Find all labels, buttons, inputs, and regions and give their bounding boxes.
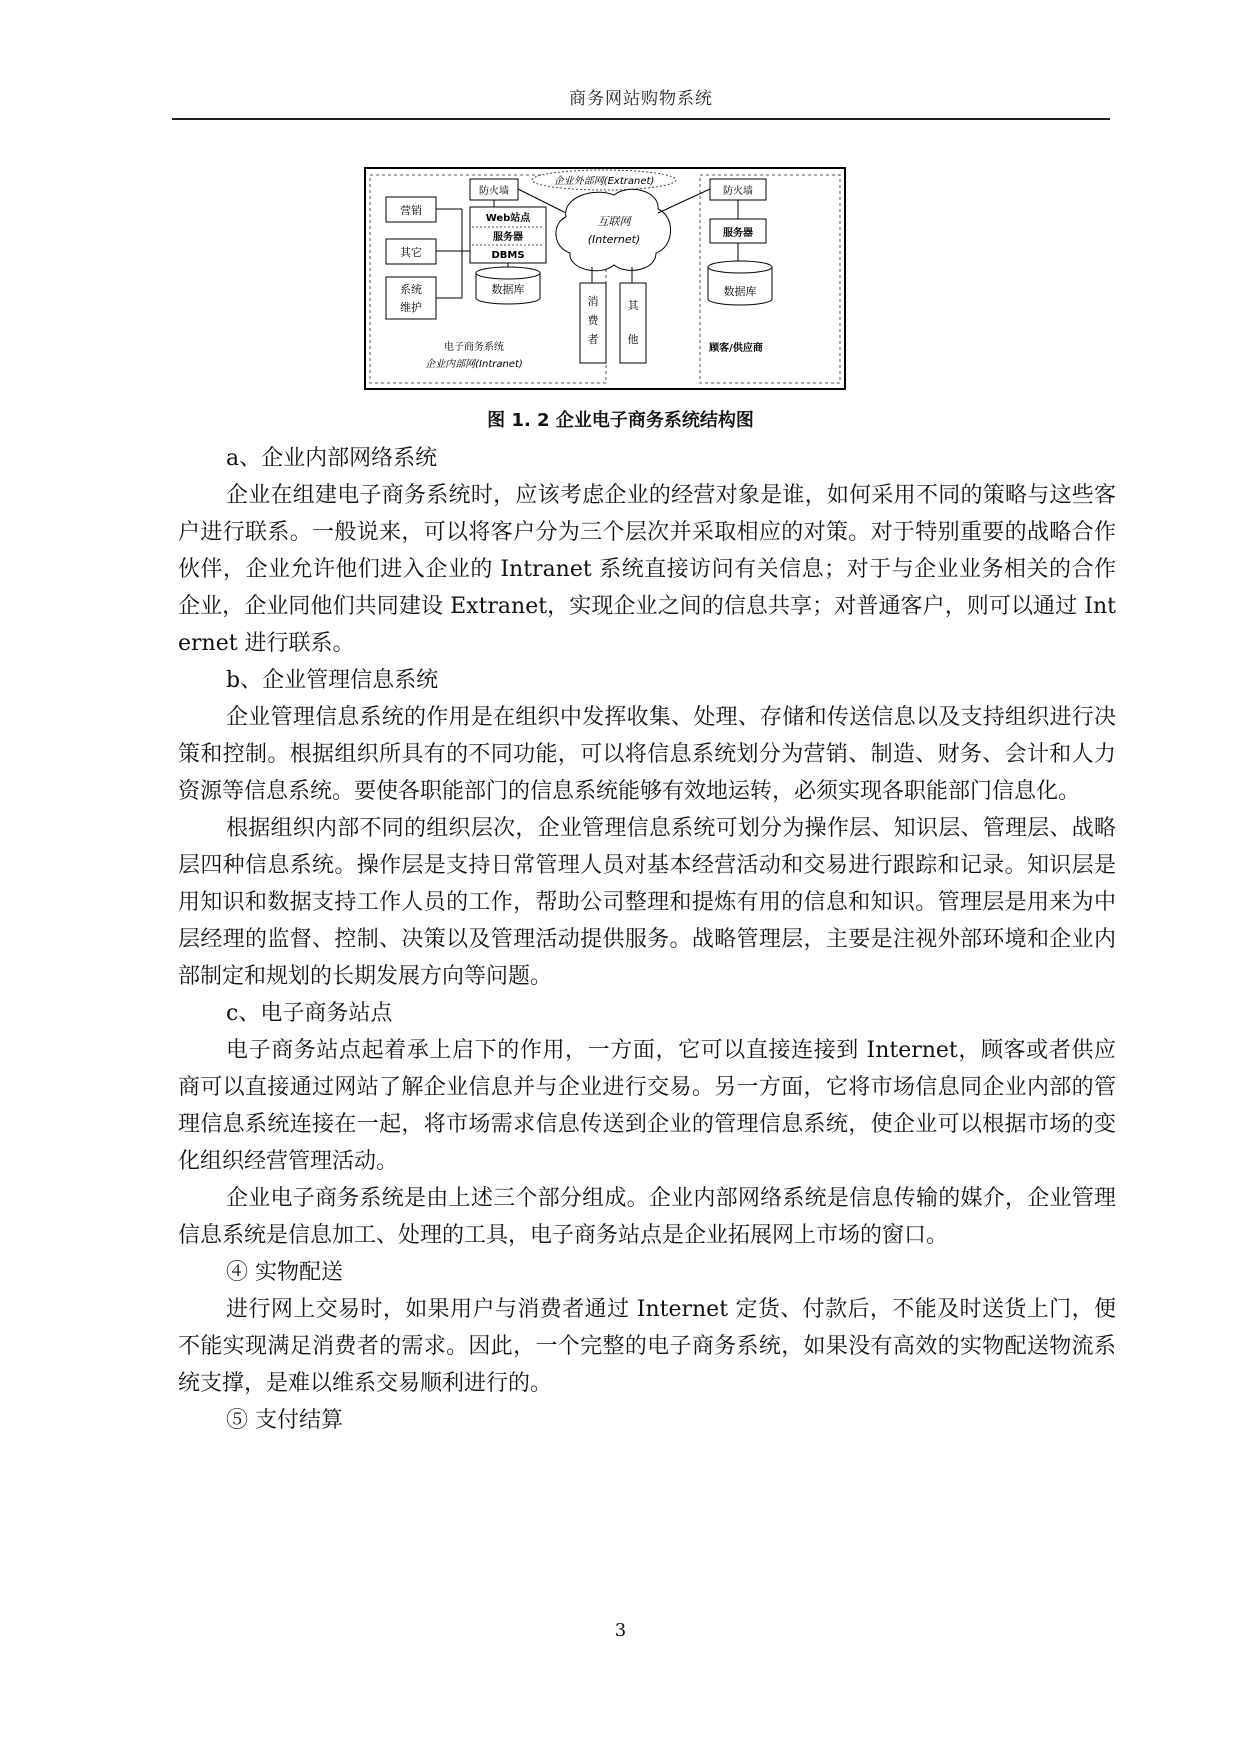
section-heading-5: ⑤ 支付结算 [226, 1408, 343, 1433]
consumer-label-1: 消 [587, 295, 599, 308]
other-mid-label-1: 其 [627, 299, 639, 312]
paragraph: 企业在组建电子商务系统时，应该考虑企业的经营对象是谁，如何采用不同的策略与这些客户进行联系。一般说来，可以将客户分为三个层次并采取相应的对策。对于特别重要的战略合作伙伴，企业允许他们进入企业的 Intranet 系统直接访问有关信息；对于与企业业务相关的合作企业，企业同他们共同建设 Extranet，实现企业之间的信息共享；对普通客户，则可以通过 Internet 进行联系。 [178, 483, 1116, 656]
customer-supplier-label: 顾客/供应商 [709, 343, 763, 354]
paragraph: 企业电子商务系统是由上述三个部分组成。企业内部网络系统是信息传输的媒介，企业管理信息系统是信息加工、处理的工具，电子商务站点是企业拓展网上市场的窗口。 [178, 1186, 1116, 1248]
consumer-label-3: 者 [587, 333, 599, 346]
consumer-label-2: 费 [587, 314, 599, 327]
extranet-label: 企业外部网(Extranet) [553, 176, 655, 187]
server-left-label: 服务器 [493, 232, 523, 243]
system-maintenance-label-2: 维护 [400, 301, 422, 314]
intranet-label: 企业内部网(Intranet) [425, 359, 523, 370]
system-structure-diagram [364, 167, 846, 390]
other-left-label: 其它 [400, 246, 422, 259]
firewall-right-label: 防火墙 [723, 186, 753, 197]
web-site-label: Web站点 [485, 213, 531, 224]
paragraph: 电子商务站点起着承上启下的作用，一方面，它可以直接连接到 Internet，顾客或者供应商可以直接通过网站了解企业信息并与企业进行交易。另一方面，它将市场信息同企业内部的管理信息系统连接在一起，将市场需求信息传送到企业的管理信息系统，使企业可以根据市场的变化组织经营管理活动。 [178, 1038, 1116, 1174]
other-mid-label-2: 他 [627, 333, 639, 346]
internet-cloud [556, 189, 671, 270]
other-mid-box [620, 283, 646, 363]
section-heading-c: c、电子商务站点 [226, 1001, 393, 1026]
paragraph: 根据组织内部不同的组织层次，企业管理信息系统可划分为操作层、知识层、管理层、战略层四种信息系统。操作层是支持日常管理人员对基本经营活动和交易进行跟踪和记录。知识层是用知识和数据支持工作人员的工作，帮助公司整理和提炼有用的信息和知识。管理层是用来为中层经理的监督、控制、决策以及管理活动提供服务。战略管理层，主要是注视外部环境和企业内部制定和规划的长期发展方向等问题。 [178, 816, 1116, 989]
paragraph: 进行网上交易时，如果用户与消费者通过 Internet 定货、付款后，不能及时送货上门，便不能实现满足消费者的需求。因此，一个完整的电子商务系统，如果没有高效的实物配送物流系统支撑，是难以维系交易顺利进行的。 [178, 1297, 1116, 1396]
paragraph: 企业管理信息系统的作用是在组织中发挥收集、处理、存储和传送信息以及支持组织进行决策和控制。根据组织所具有的不同功能，可以将信息系统划分为营销、制造、财务、会计和人力资源等信息系统。要使各职能部门的信息系统能够有效地运转，必须实现各职能部门信息化。 [178, 705, 1116, 804]
server-right-label: 服务器 [723, 228, 753, 239]
ec-system-label: 电子商务系统 [444, 342, 504, 353]
page-number: 3 [614, 1620, 627, 1641]
section-heading-b: b、企业管理信息系统 [226, 668, 439, 693]
database-left-label: 数据库 [491, 283, 525, 296]
header-title: 商务网站购物系统 [569, 89, 713, 109]
firewall-left-label: 防火墙 [479, 186, 509, 197]
page-header [172, 84, 1110, 120]
figure-caption: 图 1. 2 企业电子商务系统结构图 [487, 410, 754, 431]
document-body [178, 440, 1116, 1439]
system-maintenance-label-1: 系统 [400, 283, 422, 296]
section-heading-a: a、企业内部网络系统 [226, 446, 438, 471]
section-heading-4: ④ 实物配送 [226, 1260, 343, 1285]
internet-label-1: 互联网 [597, 215, 631, 228]
database-right-label: 数据库 [723, 285, 757, 298]
internet-label-2: (Internet) [587, 233, 641, 246]
marketing-label: 营销 [400, 204, 422, 217]
dbms-label: DBMS [491, 250, 525, 261]
